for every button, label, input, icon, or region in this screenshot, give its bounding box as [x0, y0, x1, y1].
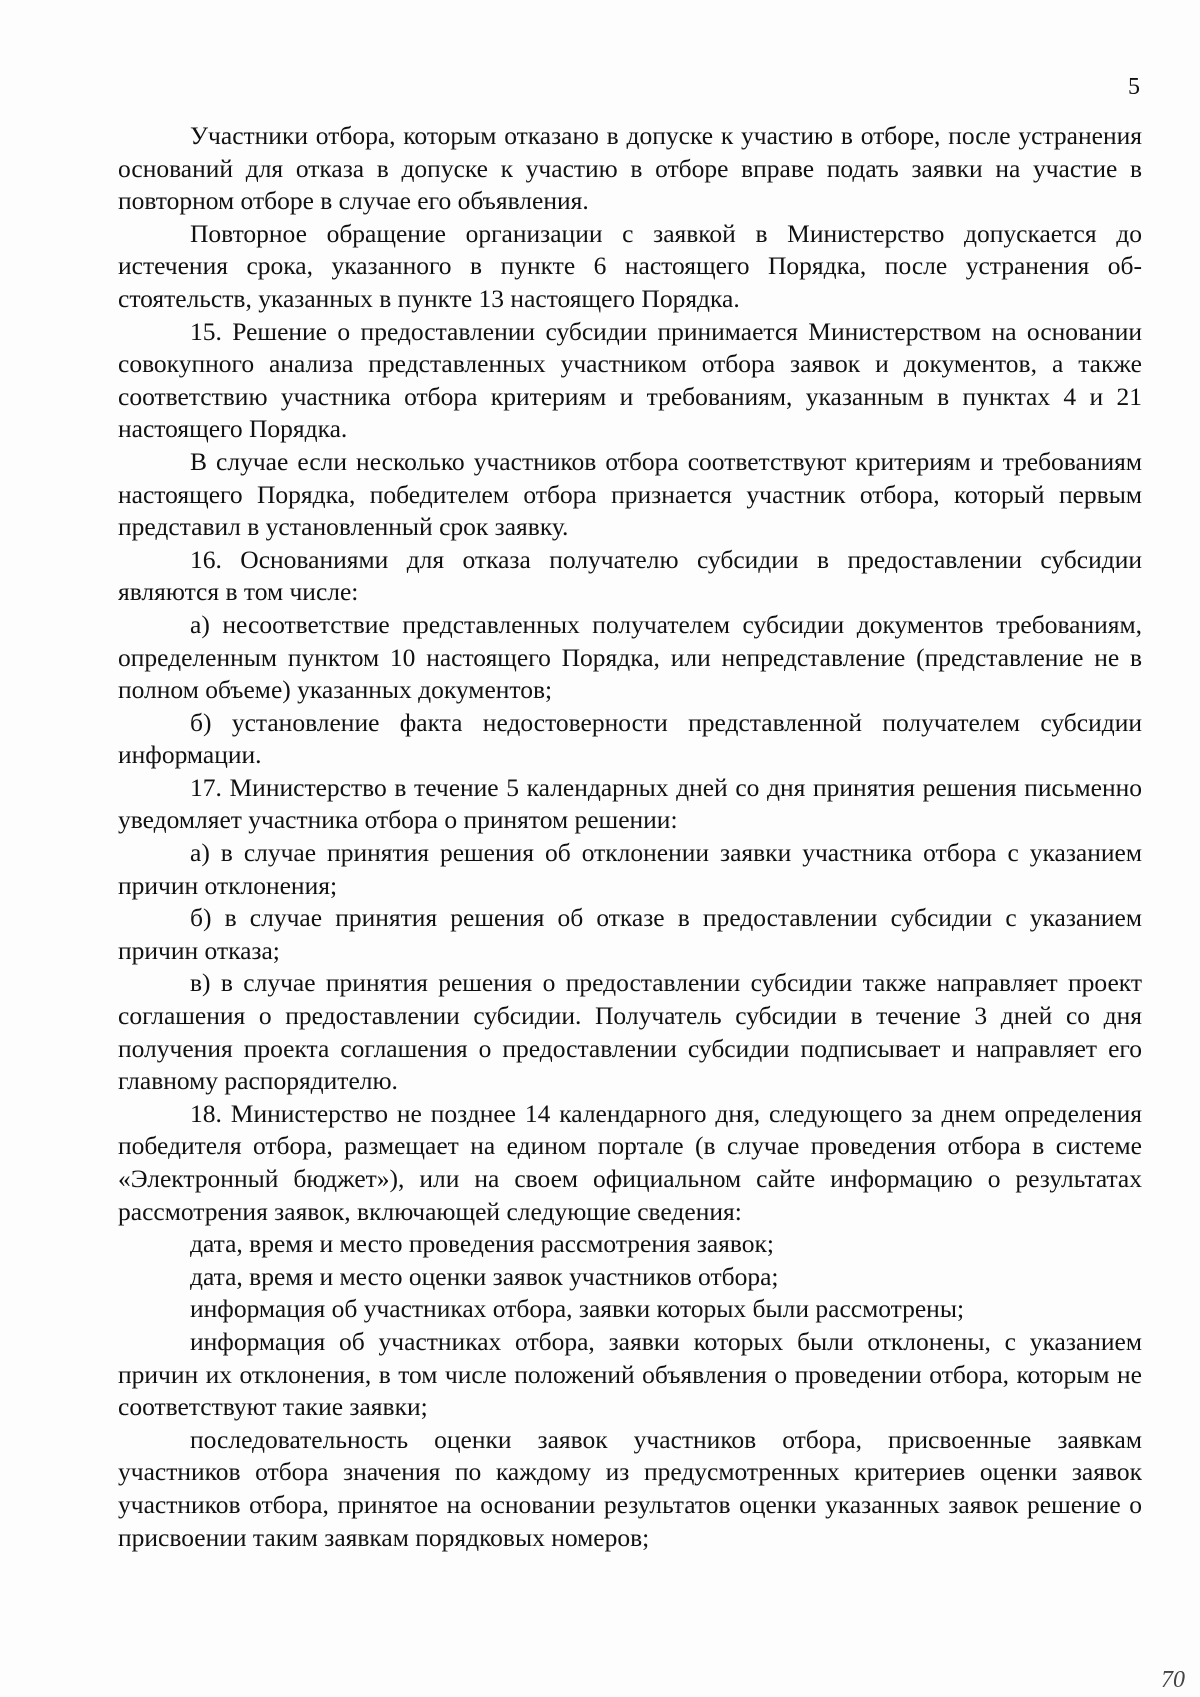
paragraph-item-18: 18. Министерство не позднее 14 календарного дня, следующего за днем определения победителя отбора, размещает на едином портале (в случае проведения отбора в системе «Электронный бюджет»), или на своем официальном сайте информацию о результатах рассмотрения заявок, включающей следующие сведения:	[118, 1098, 1142, 1226]
list-item: информация об участниках отбора, заявки которых были рассмотрены;	[190, 1294, 965, 1324]
sub-item-b: б) установление факта недостоверности представленной получателем субсидии информации.	[118, 707, 1142, 770]
paragraph: В случае если несколько участников отбора соответствуют критериям и требованиям настоящего Порядка, победителем отбора признается участник отбора, который первым представил в установленный срок заявку.	[118, 446, 1142, 542]
paragraph: Повторное обращение организации с заявкой в Министерство допускается до истечения срока, указанного в пункте 6 настоящего Порядка, после устранения обстоятельств, указанных в пункте 13 настоящего Порядка.	[118, 218, 1142, 313]
list-item: последовательность оценки заявок участников отбора, присвоенные заявкам участников отбора значения по каждому из предусмотренных критериев оценки заявок участников отбора, принятое на основании результатов оценки указанных заявок решение о присвоении таким заявкам порядковых номеров;	[118, 1424, 1142, 1552]
sub-item-b: б) в случае принятия решения об отказе в предоставлении субсидии с указанием причин отказа;	[118, 903, 1142, 965]
paragraph-item-15: 15. Решение о предоставлении субсидии принимается Министерством на основании совокупного анализа представленных участником отбора заявок и документов, а также соответствию участника отбора критериям и требованиям, указанным в пунктах 4 и 21 настоящего Порядка.	[118, 316, 1142, 444]
sub-item-a: а) несоответствие представленных получателем субсидии документов требованиям, определенным пунктом 10 настоящего Порядка, или непредставление (представление не в полном объеме) указанных документов;	[118, 609, 1142, 705]
list-item: дата, время и место проведения рассмотрения заявок;	[190, 1229, 774, 1259]
sub-item-a: а) в случае принятия решения об отклонении заявки участника отбора с указанием причин отклонения;	[118, 838, 1142, 900]
handwritten-corner-mark: 70	[1161, 1667, 1185, 1693]
page-number: 5	[1128, 74, 1140, 100]
paragraph-item-16: 16. Основаниями для отказа получателю субсидии в предоставлении субсидии являются в том числе:	[118, 544, 1142, 607]
list-item: дата, время и место оценки заявок участников отбора;	[190, 1261, 779, 1291]
document-body	[118, 120, 1142, 1554]
list-item: информация об участниках отбора, заявки которых были отклонены, с указанием причин их отклонения, в том числе положений объявления о проведении отбора, которым не соответствуют такие заявки;	[118, 1326, 1142, 1422]
paragraph-item-17: 17. Министерство в течение 5 календарных дней со дня принятия решения письменно уведомляет участника отбора о принятом решении:	[118, 772, 1142, 835]
paragraph: Участники отбора, которым отказано в допуске к участию в отборе, после устранения оснований для отказа в допуске к участию в отборе вправе подать заявки на участие в повторном отборе в случае его объявления.	[118, 121, 1142, 216]
sub-item-v: в) в случае принятия решения о предоставлении субсидии также направляет проект соглашения о предоставлении субсидии. Получатель субсидии в течение 3 дней со дня получения проекта соглашения о предоставлении субсидии подписывает и направляет его главному распорядителю.	[118, 968, 1142, 1096]
